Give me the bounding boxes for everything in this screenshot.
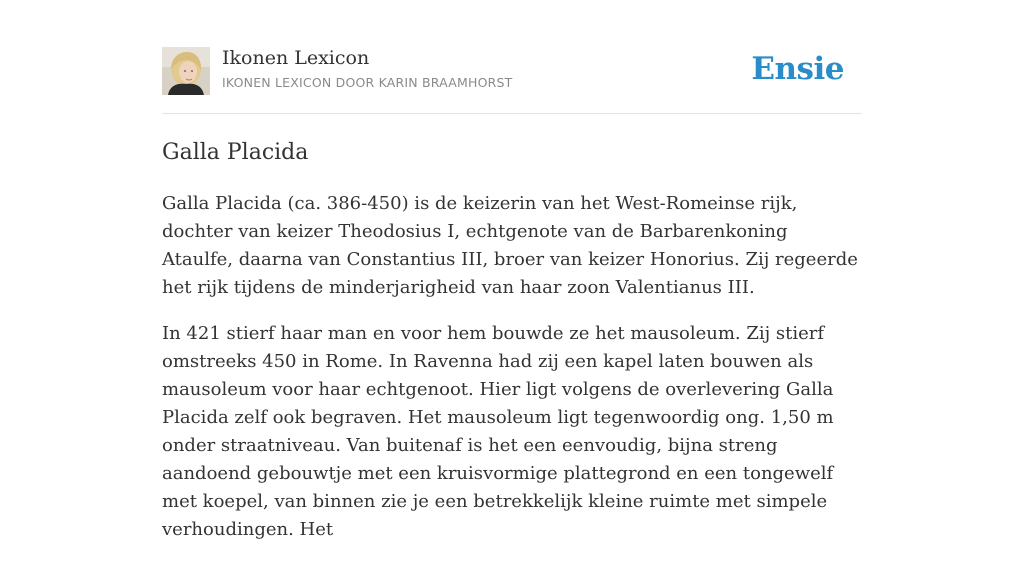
page-container <box>162 0 862 540</box>
author-avatar[interactable] <box>162 47 210 95</box>
article-paragraph: Galla Placida (ca. 386-450) is de keizerin van het West-Romeinse rijk, dochter van keizer Theodosius I, echtgenote van de Barbarenkoning Ataulfe, daarna van Constantius III, broer van keizer Honorius. Zij regeerde het rijk tijdens de minderjarigheid van haar zoon Valentianus III. <box>162 193 858 298</box>
article-body <box>162 190 862 562</box>
site-name[interactable]: Ikonen Lexicon <box>222 47 370 69</box>
article-title: Galla Placida <box>162 140 309 165</box>
article-paragraph: In 421 stierf haar man en voor hem bouwde ze het mausoleum. Zij stierf omstreeks 450 in Rome. In Ravenna had zij een kapel laten bouwen als mausoleum voor haar echtgenoot. Hier ligt volgens de overlevering Galla Placida zelf ook begraven. Het mausoleum ligt tegenwoordig ong. 1,50 m onder straatniveau. Van buitenaf is het een eenvoudig, bijna streng aandoend gebouwtje met een kruisvormige plattegrond en een tongewelf met koepel, van binnen zie je een betrekkelijk kleine ruimte met simpele verhoudingen. Het <box>162 323 834 540</box>
ensie-logo-link[interactable]: Ensie <box>751 51 844 87</box>
site-header <box>162 0 862 114</box>
site-subtitle: IKONEN LEXICON DOOR KARIN BRAAMHORST <box>222 75 513 90</box>
author-portrait-icon <box>162 47 210 95</box>
